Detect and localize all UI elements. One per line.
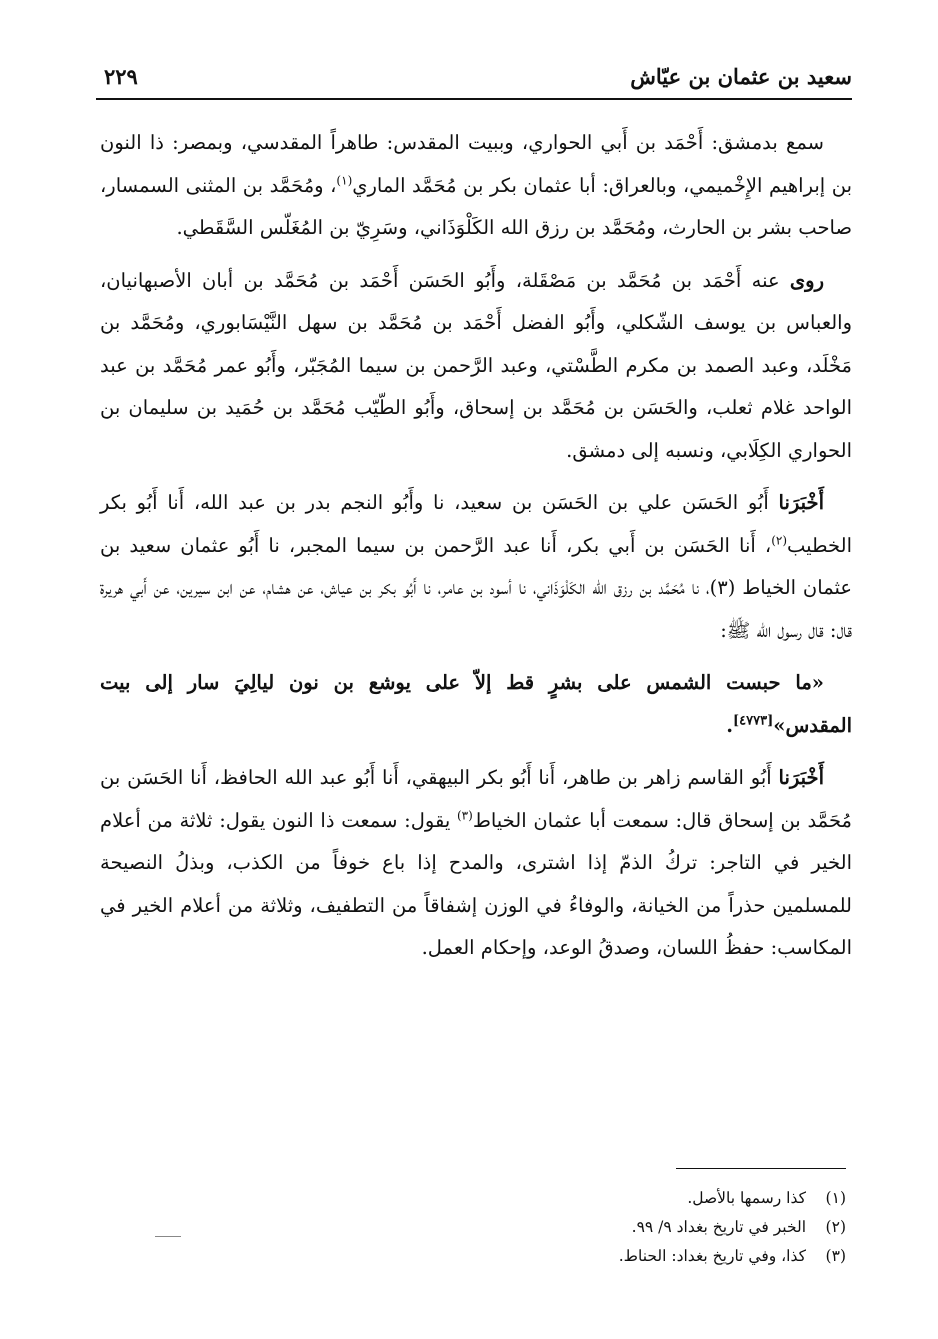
stray-rule xyxy=(155,1236,181,1237)
paragraph-4 xyxy=(100,757,852,970)
footnote-text: كذا، وفي تاريخ بغداد: الحناط. xyxy=(618,1247,806,1265)
footnote-3 xyxy=(346,1242,846,1271)
footnotes xyxy=(346,1184,846,1271)
paragraph-text-continued: ، أَنا الحَسَن بن أَبي بكر، أَنا عبد الرَّحمن بن سيما المجبر، نا أَبُو عثمان سعيد بن عثمان الخياط (٣)، نا مُحَمَّد بن رزق الله الكَلْوَذَاني، نا أسود بن عامر، نا أَبُو بكر بن عياش، عن هشام، عن ابن سيرين، عن أَبي هريرة قال: قال رسول الله ﷺ: xyxy=(100,533,852,642)
footnote-1 xyxy=(346,1184,846,1213)
paragraph-text: عنه أَحْمَد بن مُحَمَّد بن مَصْقَلة، وأَبُو الحَسَن أَحْمَد بن مُحَمَّد بن أبان الأصبهانيان، والعباس بن يوسف الشّكلي، وأَبُو الفضل أَحْمَد بن مُحَمَّد بن سهل النَّيْسَابوري، ومُحَمَّد بن مَخْلَد، وعبد الصمد بن مكرم الطَّسْتي، وعبد الرَّحمن بن سيما المُجَبّر، وأَبُو عمر مُحَمَّد بن عبد الواحد غلام ثعلب، والحَسَن بن مُحَمَّد بن إسحاق، وأَبُو الطّيّب مُحَمَّد بن حُمَيد بن سليمان بن الحواري الكِلَابي، ونسبه إلى دمشق. xyxy=(100,268,852,462)
paragraph-text-continued: يقول: سمعت ذا النون يقول: ثلاثة من أعلام الخير في التاجر: تركُ الذمّ إذا اشترى، والمدح إذا باع خوفاً من الكذب، وبذلُ النصيحة للمسلمين حذراً من الخيانة، والوفاءُ في الوزن إشفاقاً من التطفيف، وثلاثة من أعلام الخير في المكاسب: حفظُ اللسان، وصدقُ الوعد، وإحكام العمل. xyxy=(100,808,852,959)
footnote-number: (٢) xyxy=(825,1218,846,1236)
footnote-ref: (١) xyxy=(336,173,353,187)
paragraph-lead: روى xyxy=(789,268,824,292)
paragraph-text: أَبُو القاسم زاهر بن طاهر، أَنا أَبُو بكر البيهقي، أَنا أَبُو عبد الله الحافظ، أَنا الحَسَن بن مُحَمَّد بن إسحاق قال: سمعت أبا عثمان الخياط xyxy=(100,766,852,832)
footnote-ref: (٢) xyxy=(771,533,788,547)
paragraph-1 xyxy=(100,122,852,250)
running-header xyxy=(96,58,852,100)
page-number: ٢٢٩ xyxy=(104,64,138,89)
header-title: سعيد بن عثمان بن عيّاش xyxy=(630,64,852,89)
hadith-end: . xyxy=(726,713,734,737)
paragraph-lead: أَخْبَرَنا xyxy=(778,766,824,789)
footnote-ref: (٣) xyxy=(456,808,473,822)
paragraph-3 xyxy=(100,482,852,652)
hadith-quote xyxy=(100,662,852,747)
paragraph-text: أَبُو الحَسَن علي بن الحَسَن بن سعيد، نا وأَبُو النجم بدر بن عبد الله، أَنا أَبُو بكر الخطيب xyxy=(100,491,852,557)
footnote-text: كذا رسمها بالأصل. xyxy=(687,1189,806,1207)
paragraph-text: سمع بدمشق: أَحْمَد بن أَبي الحواري، وببيت المقدس: طاهراً المقدسي، وبمصر: ذا النون بن إبراهيم الإِخْميمي، وبالعراق: أبا عثمان بكر بن مُحَمَّد الماري xyxy=(100,131,852,197)
main-text xyxy=(100,122,852,980)
paragraph-lead: أَخْبَرَنا xyxy=(778,491,824,514)
footnote-text: الخبر في تاريخ بغداد ٩/ ٩٩. xyxy=(631,1218,806,1236)
hadith-text: «ما حبست الشمس على بشرٍ قط إلاّ على يوشع بن نون ليالِيَ سار إلى بيت المقدس» xyxy=(100,671,852,737)
paragraph-2 xyxy=(100,260,852,473)
footnote-number: (١) xyxy=(825,1189,846,1207)
paragraph-text-continued: ، ومُحَمَّد بن المثنى السمسار، صاحب بشر بن الحارث، ومُحَمَّد بن رزق الله الكَلْوَذَاني، وسَرِيّ بن المُغَلّس السَّقَطي. xyxy=(100,173,852,239)
footnote-divider xyxy=(676,1168,846,1169)
hadith-reference: [٤٧٧٣] xyxy=(733,713,774,728)
footnote-number: (٣) xyxy=(825,1247,846,1265)
footnote-2 xyxy=(346,1213,846,1242)
